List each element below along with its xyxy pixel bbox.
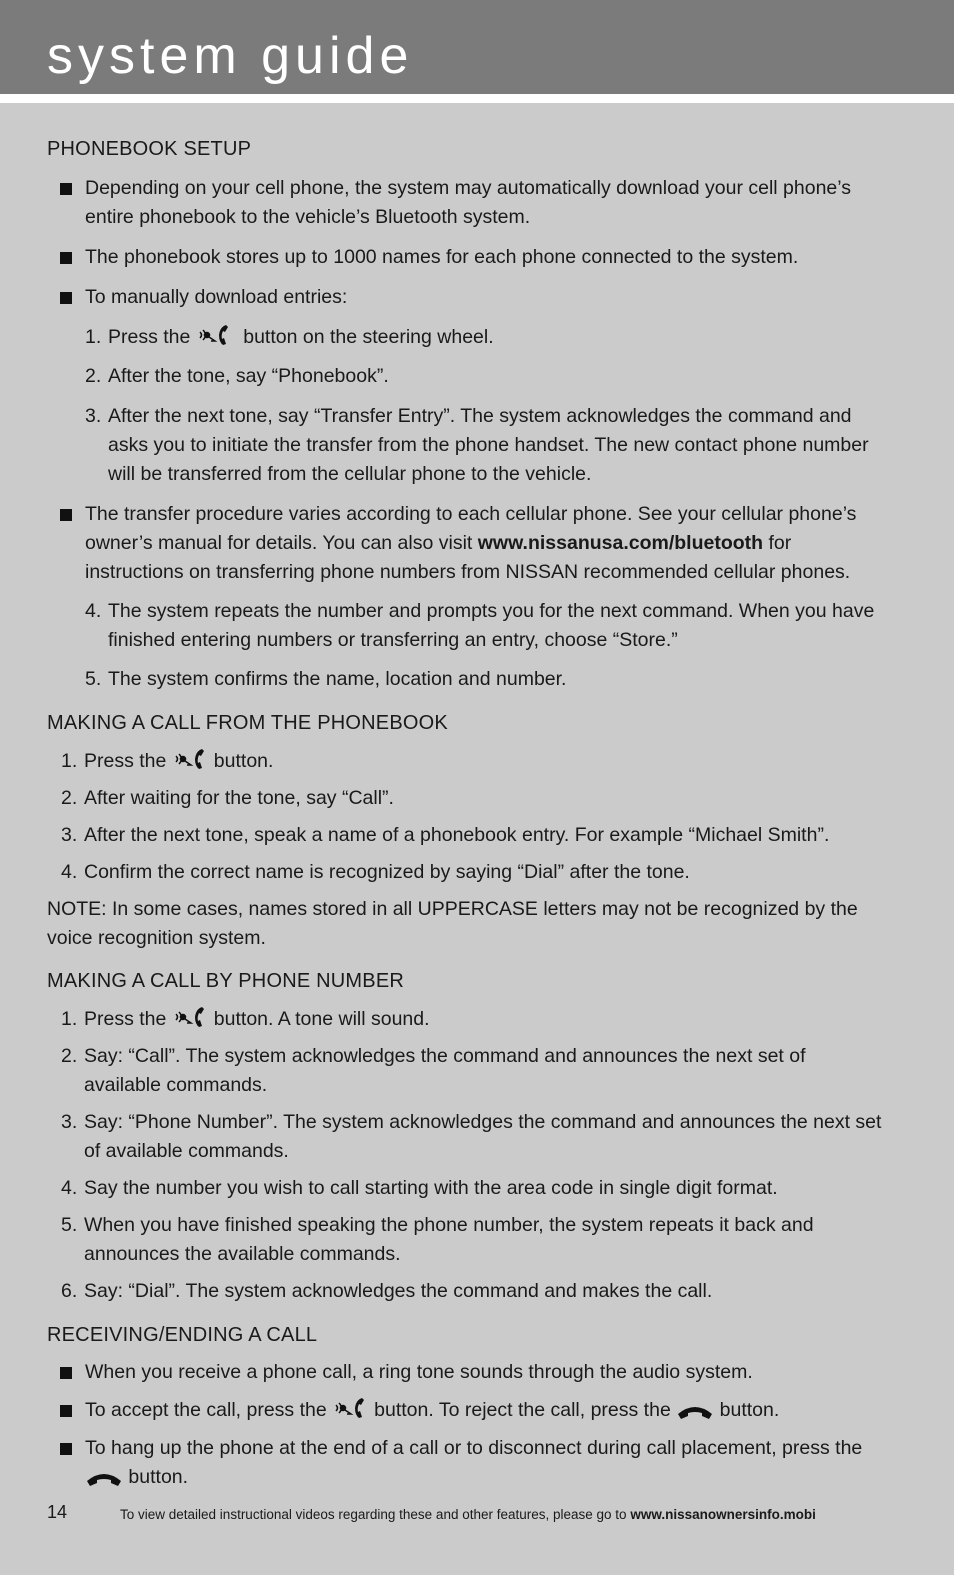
list-item (47, 243, 887, 272)
bullet-text: button. To reject the call, press the (374, 1399, 671, 1421)
step-text: After waiting for the tone, say “Call”. (84, 787, 394, 809)
step-number: 2. (85, 365, 102, 387)
bullet-text: for instructions on transferring phone numbers from NISSAN recommended cellular phones. (85, 532, 851, 583)
list-item (47, 283, 887, 312)
note-text: NOTE: In some cases, names stored in all UPPERCASE letters may not be recognized by the voice recognition system. (47, 898, 858, 949)
step-text: Say: “Dial”. The system acknowledges the command and makes the call. (84, 1280, 713, 1302)
list-item (47, 1396, 887, 1425)
step-text: After the next tone, say “Transfer Entry”. The system acknowledges the command and asks you to initiate the transfer from the phone handset. The new contact phone number will be transferred from the cellular phone to the vehicle. (108, 405, 869, 485)
numbered-step (47, 1042, 887, 1100)
bullet-square (60, 509, 72, 521)
step-text: The system repeats the number and prompts you for the next command. When you have finished entering numbers or transferring an entry, choose “Store.” (108, 600, 875, 651)
voice-phone-icon (196, 323, 238, 347)
step-text: Say: “Phone Number”. The system acknowledges the command and announces the next set of available commands. (84, 1111, 882, 1162)
list-item (47, 174, 887, 232)
step-number: 3. (85, 405, 102, 427)
step-text: Press the (84, 1008, 167, 1030)
step-text: When you have finished speaking the phone number, the system repeats it back and announces the available commands. (84, 1214, 814, 1265)
step-text: After the tone, say “Phonebook”. (108, 365, 389, 387)
step-text: button. (213, 750, 274, 772)
step-number: 3. (61, 1111, 78, 1133)
step-number: 1. (61, 750, 78, 772)
list-item (47, 1434, 887, 1492)
voice-phone-icon (332, 1396, 374, 1420)
step-number: 2. (61, 787, 78, 809)
main-content (47, 134, 887, 1492)
numbered-step (47, 747, 887, 776)
numbered-step (47, 1174, 887, 1203)
bullet-text: To hang up the phone at the end of a call or to disconnect during call placement, press the (85, 1437, 863, 1459)
step-text: button on the steering wheel. (243, 326, 494, 348)
bullet-text: To manually download entries: (85, 286, 348, 308)
step-number: 2. (61, 1045, 78, 1067)
step-number: 5. (85, 668, 102, 690)
step-number: 6. (61, 1280, 78, 1302)
numbered-step (47, 597, 887, 655)
bullet-square (60, 1405, 72, 1417)
step-text: Say the number you wish to call starting with the area code in single digit format. (84, 1177, 778, 1199)
bullet-text: The phonebook stores up to 1000 names for each phone connected to the system. (85, 246, 799, 268)
step-number: 4. (61, 861, 78, 883)
numbered-step (47, 784, 887, 813)
step-number: 3. (61, 824, 78, 846)
numbered-step (47, 665, 887, 694)
footer-note (120, 1507, 816, 1522)
numbered-step (47, 1211, 887, 1269)
step-number: 1. (61, 1008, 78, 1030)
section-heading-call-phonebook: MAKING A CALL FROM THE PHONEBOOK (47, 712, 448, 734)
numbered-step (47, 858, 887, 887)
voice-phone-icon (172, 1005, 214, 1029)
voice-phone-icon (172, 747, 214, 771)
bullet-square (60, 252, 72, 264)
step-text: Say: “Call”. The system acknowledges the command and announces the next set of available commands. (84, 1045, 806, 1096)
numbered-step (47, 821, 887, 850)
hang-up-icon (85, 1469, 123, 1487)
step-text: Press the (108, 326, 191, 348)
nissanusa-bluetooth-link[interactable]: www.nissanusa.com/bluetooth (477, 532, 764, 554)
step-number: 4. (85, 600, 102, 622)
section-heading-receiving: RECEIVING/ENDING A CALL (47, 1324, 318, 1346)
numbered-step (47, 323, 887, 352)
section-heading-phonebook-setup: PHONEBOOK SETUP (47, 138, 252, 160)
list-item (47, 1358, 887, 1387)
page-number: 14 (47, 1502, 68, 1522)
step-number: 4. (61, 1177, 78, 1199)
hang-up-icon (676, 1402, 714, 1420)
numbered-step (47, 362, 887, 391)
footer-link[interactable]: www.nissanownersinfo.mobi (630, 1507, 816, 1522)
footer-text: To view detailed instructional videos regarding these and other features, please go to (120, 1507, 627, 1522)
bullet-text: button. (719, 1399, 780, 1421)
step-number: 5. (61, 1214, 78, 1236)
list-item (47, 500, 887, 587)
bullet-text: button. (128, 1466, 189, 1488)
step-text: Press the (84, 750, 167, 772)
step-number: 1. (85, 326, 102, 348)
bullet-text: To accept the call, press the (85, 1399, 327, 1421)
bullet-square (60, 292, 72, 304)
numbered-step (47, 402, 887, 489)
section-heading-call-number: MAKING A CALL BY PHONE NUMBER (47, 970, 405, 992)
page-title: system guide (47, 27, 414, 85)
step-text: Confirm the correct name is recognized by saying “Dial” after the tone. (84, 861, 690, 883)
numbered-step (47, 1005, 887, 1034)
numbered-step (47, 1277, 887, 1306)
bullet-square (60, 1367, 72, 1379)
bullet-text: The transfer procedure varies according to each cellular phone. See your cellular phone’s owner’s manual for details. You can also visit (85, 503, 857, 554)
bullet-square (60, 183, 72, 195)
bullet-text: When you receive a phone call, a ring tone sounds through the audio system. (85, 1361, 753, 1383)
numbered-step (47, 1108, 887, 1166)
bullet-square (60, 1443, 72, 1455)
bullet-text: Depending on your cell phone, the system may automatically download your cell phone’s entire phonebook to the vehicle’s Bluetooth system. (85, 177, 852, 228)
step-text: button. A tone will sound. (213, 1008, 430, 1030)
step-text: The system confirms the name, location and number. (108, 668, 567, 690)
header-rule (0, 94, 954, 103)
step-text: After the next tone, speak a name of a phonebook entry. For example “Michael Smith”. (84, 824, 830, 846)
